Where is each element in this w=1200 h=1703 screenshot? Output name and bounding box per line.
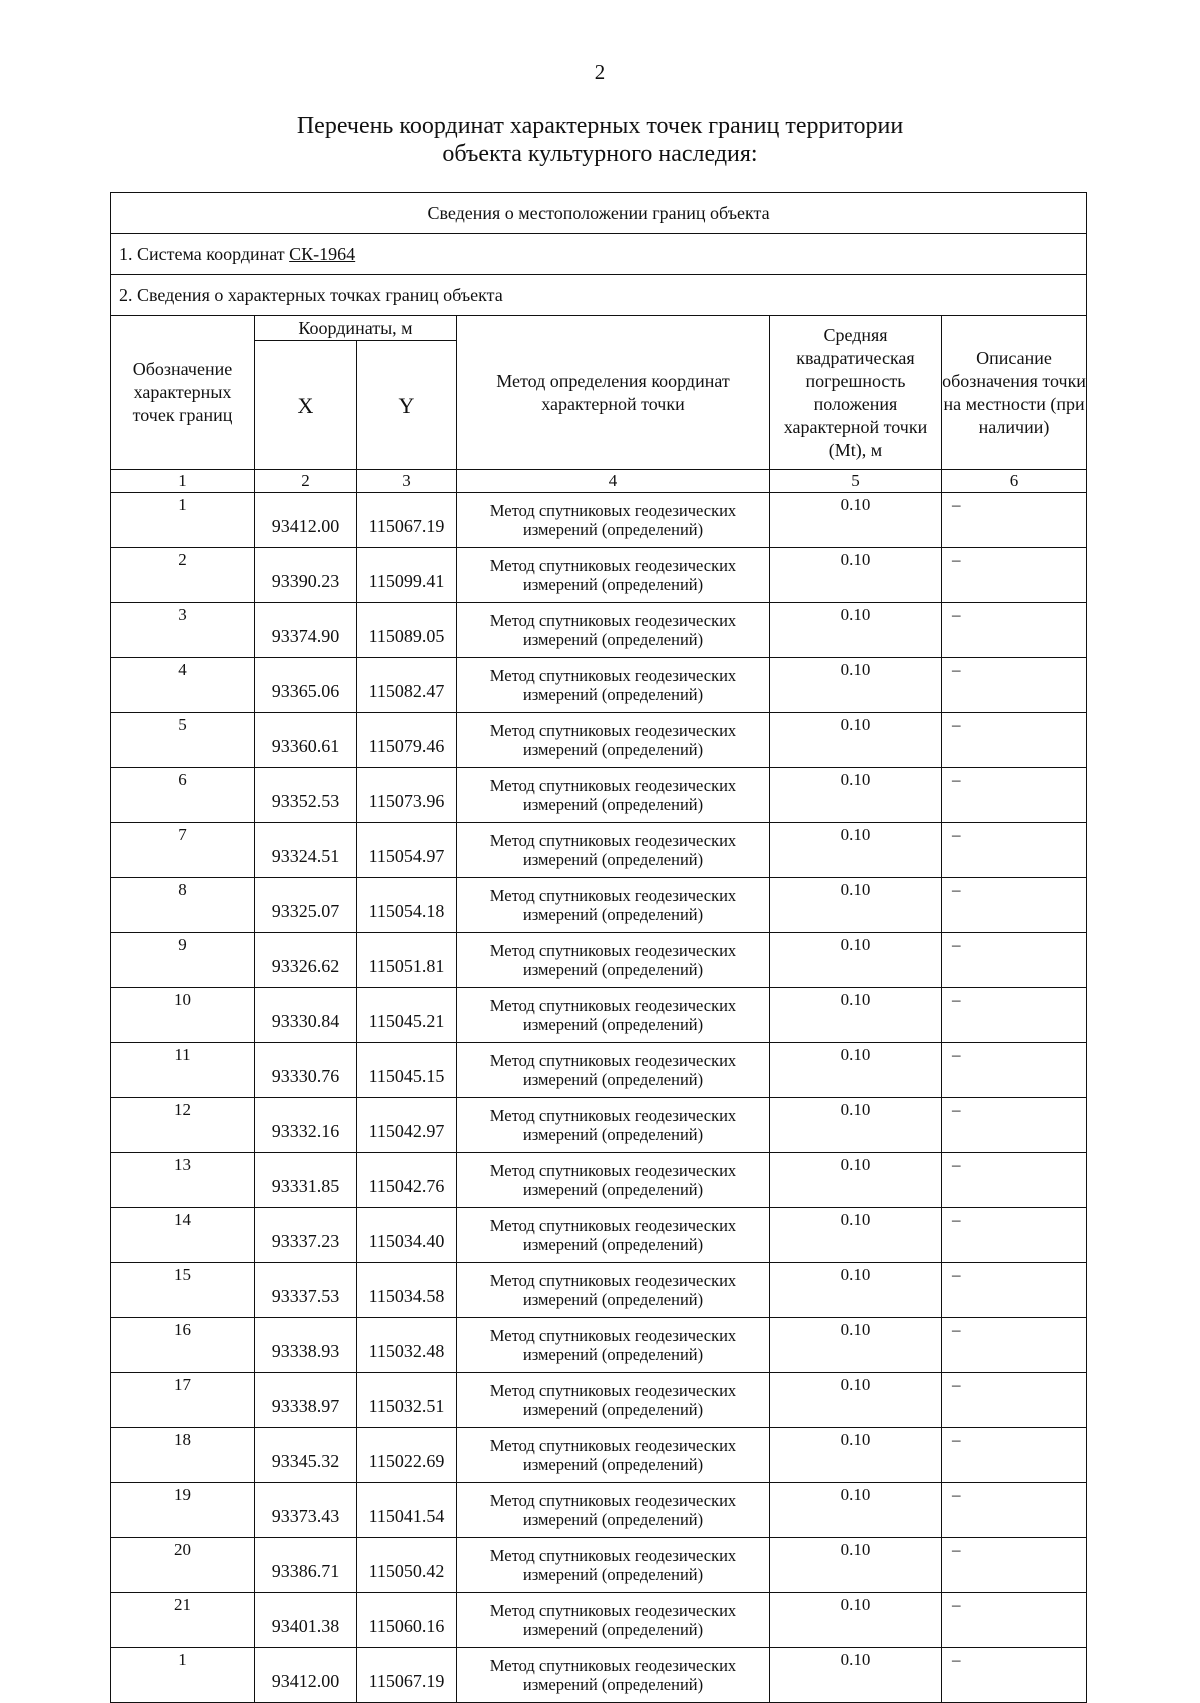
- description-cell: –: [942, 768, 1087, 823]
- description-cell: –: [942, 1538, 1087, 1593]
- error-value: 0.10: [770, 1318, 942, 1373]
- y-coordinate: 115067.19: [357, 493, 457, 548]
- x-coordinate: 93352.53: [255, 768, 357, 823]
- table-row: [111, 1483, 1087, 1538]
- point-number: 10: [111, 988, 255, 1043]
- error-value: 0.10: [770, 603, 942, 658]
- description-cell: –: [942, 1483, 1087, 1538]
- method-cell: Метод спутниковых геодезических измерений (определений): [457, 1648, 770, 1703]
- point-number: 1: [111, 493, 255, 548]
- column-number: 4: [457, 470, 770, 493]
- point-number: 16: [111, 1318, 255, 1373]
- error-value: 0.10: [770, 1483, 942, 1538]
- method-cell: Метод спутниковых геодезических измерений (определений): [457, 603, 770, 658]
- point-number: 17: [111, 1373, 255, 1428]
- column-number: 5: [770, 470, 942, 493]
- table-row: [111, 548, 1087, 603]
- point-number: 19: [111, 1483, 255, 1538]
- description-cell: –: [942, 1648, 1087, 1703]
- description-cell: –: [942, 1428, 1087, 1483]
- x-coordinate: 93386.71: [255, 1538, 357, 1593]
- error-value: 0.10: [770, 1043, 942, 1098]
- page-number: 2: [594, 60, 606, 84]
- column-numbers-row: [111, 470, 1087, 493]
- description-cell: –: [942, 1208, 1087, 1263]
- table-row: [111, 1043, 1087, 1098]
- x-coordinate: 93337.53: [255, 1263, 357, 1318]
- point-number: 9: [111, 933, 255, 988]
- table-row: [111, 933, 1087, 988]
- description-cell: –: [942, 658, 1087, 713]
- method-cell: Метод спутниковых геодезических измерений (определений): [457, 1263, 770, 1318]
- description-cell: –: [942, 1098, 1087, 1153]
- description-cell: –: [942, 548, 1087, 603]
- point-number: 18: [111, 1428, 255, 1483]
- method-cell: Метод спутниковых геодезических измерений (определений): [457, 988, 770, 1043]
- table-row: [111, 1263, 1087, 1318]
- x-coordinate: 93365.06: [255, 658, 357, 713]
- method-cell: Метод спутниковых геодезических измерений (определений): [457, 493, 770, 548]
- y-coordinate: 115054.18: [357, 878, 457, 933]
- point-number: 3: [111, 603, 255, 658]
- header-x: X: [255, 341, 357, 470]
- y-coordinate: 115073.96: [357, 768, 457, 823]
- method-cell: Метод спутниковых геодезических измерений (определений): [457, 1153, 770, 1208]
- description-cell: –: [942, 1263, 1087, 1318]
- table-row: [111, 1593, 1087, 1648]
- method-cell: Метод спутниковых геодезических измерений (определений): [457, 1208, 770, 1263]
- method-cell: Метод спутниковых геодезических измерений (определений): [457, 713, 770, 768]
- method-cell: Метод спутниковых геодезических измерений (определений): [457, 1538, 770, 1593]
- x-coordinate: 93373.43: [255, 1483, 357, 1538]
- y-coordinate: 115032.48: [357, 1318, 457, 1373]
- table-row: [111, 713, 1087, 768]
- table-row: [111, 1373, 1087, 1428]
- error-value: 0.10: [770, 768, 942, 823]
- description-cell: –: [942, 603, 1087, 658]
- header-error: Средняя квадратическая погрешность положения характерной точки (Mt), м: [770, 316, 942, 470]
- y-coordinate: 115089.05: [357, 603, 457, 658]
- x-coordinate: 93401.38: [255, 1593, 357, 1648]
- y-coordinate: 115060.16: [357, 1593, 457, 1648]
- coordinate-system-row: [111, 234, 1087, 275]
- x-coordinate: 93360.61: [255, 713, 357, 768]
- x-coordinate: 93374.90: [255, 603, 357, 658]
- error-value: 0.10: [770, 988, 942, 1043]
- point-number: 15: [111, 1263, 255, 1318]
- x-coordinate: 93412.00: [255, 1648, 357, 1703]
- coordinates-table: [110, 192, 1087, 1703]
- y-coordinate: 115051.81: [357, 933, 457, 988]
- error-value: 0.10: [770, 658, 942, 713]
- header-description: Описание обозначения точки на местности (при наличии): [942, 316, 1087, 470]
- method-cell: Метод спутниковых геодезических измерений (определений): [457, 768, 770, 823]
- section-title: Сведения о местоположении границ объекта: [111, 193, 1087, 234]
- column-number: 1: [111, 470, 255, 493]
- x-coordinate: 93337.23: [255, 1208, 357, 1263]
- title-line-2: объекта культурного наследия:: [442, 141, 758, 167]
- point-number: 20: [111, 1538, 255, 1593]
- error-value: 0.10: [770, 1208, 942, 1263]
- table-row: [111, 1428, 1087, 1483]
- method-cell: Метод спутниковых геодезических измерений (определений): [457, 1318, 770, 1373]
- x-coordinate: 93326.62: [255, 933, 357, 988]
- point-number: 13: [111, 1153, 255, 1208]
- column-number: 3: [357, 470, 457, 493]
- method-cell: Метод спутниковых геодезических измерений (определений): [457, 823, 770, 878]
- y-coordinate: 115034.58: [357, 1263, 457, 1318]
- coordinate-system-value: СК-1964: [289, 243, 356, 264]
- x-coordinate: 93345.32: [255, 1428, 357, 1483]
- method-cell: Метод спутниковых геодезических измерений (определений): [457, 1043, 770, 1098]
- x-coordinate: 93332.16: [255, 1098, 357, 1153]
- description-cell: –: [942, 933, 1087, 988]
- error-value: 0.10: [770, 1263, 942, 1318]
- y-coordinate: 115054.97: [357, 823, 457, 878]
- point-number: 5: [111, 713, 255, 768]
- table-row: [111, 1318, 1087, 1373]
- method-cell: Метод спутниковых геодезических измерений (определений): [457, 1373, 770, 1428]
- error-value: 0.10: [770, 1593, 942, 1648]
- title-line-1: Перечень координат характерных точек границ территории: [296, 113, 904, 139]
- error-value: 0.10: [770, 878, 942, 933]
- point-number: 1: [111, 1648, 255, 1703]
- error-value: 0.10: [770, 1098, 942, 1153]
- table-row: [111, 768, 1087, 823]
- point-number: 2: [111, 548, 255, 603]
- description-cell: –: [942, 988, 1087, 1043]
- point-number: 21: [111, 1593, 255, 1648]
- x-coordinate: 93390.23: [255, 548, 357, 603]
- y-coordinate: 115050.42: [357, 1538, 457, 1593]
- error-value: 0.10: [770, 1538, 942, 1593]
- error-value: 0.10: [770, 713, 942, 768]
- y-coordinate: 115079.46: [357, 713, 457, 768]
- x-coordinate: 93412.00: [255, 493, 357, 548]
- error-value: 0.10: [770, 493, 942, 548]
- header-coordinates: Координаты, м: [255, 316, 457, 341]
- x-coordinate: 93324.51: [255, 823, 357, 878]
- description-cell: –: [942, 823, 1087, 878]
- header-designation: Обозначение характерных точек границ: [111, 316, 255, 470]
- method-cell: Метод спутниковых геодезических измерений (определений): [457, 1098, 770, 1153]
- x-coordinate: 93330.76: [255, 1043, 357, 1098]
- y-coordinate: 115082.47: [357, 658, 457, 713]
- column-number: 6: [942, 470, 1087, 493]
- x-coordinate: 93331.85: [255, 1153, 357, 1208]
- table-row: [111, 988, 1087, 1043]
- description-cell: –: [942, 1043, 1087, 1098]
- point-number: 6: [111, 768, 255, 823]
- error-value: 0.10: [770, 823, 942, 878]
- table-row: [111, 493, 1087, 548]
- table-row: [111, 823, 1087, 878]
- x-coordinate: 93325.07: [255, 878, 357, 933]
- point-number: 14: [111, 1208, 255, 1263]
- description-cell: –: [942, 878, 1087, 933]
- description-cell: –: [942, 713, 1087, 768]
- y-coordinate: 115042.76: [357, 1153, 457, 1208]
- method-cell: Метод спутниковых геодезических измерений (определений): [457, 1483, 770, 1538]
- x-coordinate: 93338.93: [255, 1318, 357, 1373]
- table-row: [111, 658, 1087, 713]
- method-cell: Метод спутниковых геодезических измерений (определений): [457, 1428, 770, 1483]
- description-cell: –: [942, 1593, 1087, 1648]
- x-coordinate: 93330.84: [255, 988, 357, 1043]
- method-cell: Метод спутниковых геодезических измерений (определений): [457, 658, 770, 713]
- y-coordinate: 115034.40: [357, 1208, 457, 1263]
- method-cell: Метод спутниковых геодезических измерений (определений): [457, 1593, 770, 1648]
- error-value: 0.10: [770, 1428, 942, 1483]
- description-cell: –: [942, 493, 1087, 548]
- error-value: 0.10: [770, 1153, 942, 1208]
- table-row: [111, 603, 1087, 658]
- description-cell: –: [942, 1373, 1087, 1428]
- coordinate-system-label: 1. Система координат: [119, 243, 290, 264]
- table-row: [111, 1098, 1087, 1153]
- point-number: 7: [111, 823, 255, 878]
- error-value: 0.10: [770, 933, 942, 988]
- description-cell: –: [942, 1318, 1087, 1373]
- document-title: [0, 112, 1200, 168]
- error-value: 0.10: [770, 1648, 942, 1703]
- error-value: 0.10: [770, 1373, 942, 1428]
- y-coordinate: 115041.54: [357, 1483, 457, 1538]
- method-cell: Метод спутниковых геодезических измерений (определений): [457, 878, 770, 933]
- point-number: 4: [111, 658, 255, 713]
- x-coordinate: 93338.97: [255, 1373, 357, 1428]
- table-row: [111, 1153, 1087, 1208]
- method-cell: Метод спутниковых геодезических измерений (определений): [457, 933, 770, 988]
- header-y: Y: [357, 341, 457, 470]
- column-number: 2: [255, 470, 357, 493]
- description-cell: –: [942, 1153, 1087, 1208]
- point-number: 11: [111, 1043, 255, 1098]
- y-coordinate: 115032.51: [357, 1373, 457, 1428]
- y-coordinate: 115067.19: [357, 1648, 457, 1703]
- y-coordinate: 115042.97: [357, 1098, 457, 1153]
- y-coordinate: 115022.69: [357, 1428, 457, 1483]
- point-number: 8: [111, 878, 255, 933]
- y-coordinate: 115045.15: [357, 1043, 457, 1098]
- method-cell: Метод спутниковых геодезических измерений (определений): [457, 548, 770, 603]
- points-info-heading: 2. Сведения о характерных точках границ объекта: [111, 275, 1087, 316]
- error-value: 0.10: [770, 548, 942, 603]
- table-row: [111, 878, 1087, 933]
- y-coordinate: 115099.41: [357, 548, 457, 603]
- table-row: [111, 1538, 1087, 1593]
- header-method: Метод определения координат характерной точки: [457, 316, 770, 470]
- y-coordinate: 115045.21: [357, 988, 457, 1043]
- table-row: [111, 1208, 1087, 1263]
- table-row: [111, 1648, 1087, 1703]
- point-number: 12: [111, 1098, 255, 1153]
